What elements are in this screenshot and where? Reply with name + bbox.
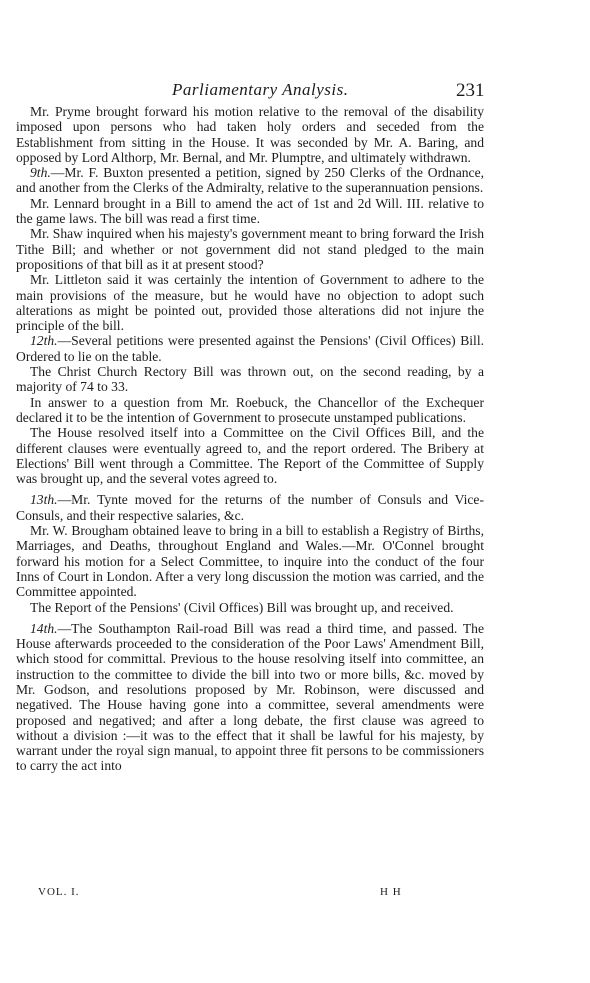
paragraph (16, 492, 484, 523)
paragraph-text: —Mr. F. Buxton presented a petition, signed by 250 Clerks of the Ordnance, and another from the Clerks of the Admiralty, relative to the superannuation pensions. (16, 165, 484, 196)
signature-mark: H H (380, 886, 402, 898)
paragraph-text: The Report of the Pensions' (Civil Offices) Bill was brought up, and received. (30, 599, 454, 615)
paragraph-text: —The Southampton Rail-road Bill was read a third time, and passed. The House afterwards proceeded to the consideration of the Poor Laws' Amendment Bill, which stood for committal. Previous to the house resolving itself into committee, an instruction to the committee to divide the bill into two or more bills, &c. moved by Mr. Godson, and resolutions proposed by Mr. Robinson, were discussed and negatived. The House having gone into a committee, several amendments were proposed and negatived; and after a long debate, the first clause was agreed to without a division :—it was to the effect that it shall be lawful for his majesty, by warrant under the royal sign manual, to appoint three fit persons to be commissioners to carry the act into (16, 620, 484, 774)
paragraph (16, 395, 484, 426)
paragraph (16, 621, 484, 774)
paragraph (16, 333, 484, 364)
paragraph (16, 104, 484, 165)
date-label: 9th. (30, 165, 51, 181)
date-label: 12th. (30, 333, 58, 349)
paragraph-text: —Mr. Tynte moved for the returns of the number of Consuls and Vice-Consuls, and their respective salaries, &c. (16, 492, 484, 523)
paragraph (16, 523, 484, 599)
paragraph (16, 272, 484, 333)
paragraph-text: In answer to a question from Mr. Roebuck, the Chancellor of the Exchequer declared it to be the intention of Government to prosecute unstamped publications. (16, 394, 484, 425)
paragraph-text: —Several petitions were presented against the Pensions' (Civil Offices) Bill. Ordered to lie on the table. (16, 333, 484, 364)
paragraph (16, 165, 484, 196)
paragraph-text: The House resolved itself into a Committee on the Civil Offices Bill, and the different clauses were eventually agreed to, and the report ordered. The Bribery at Elections' Bill went through a Committee. The Report of the Committee of Supply was brought up, and the several votes agreed to. (16, 425, 484, 487)
paragraph (16, 425, 484, 486)
page-header (0, 80, 590, 104)
page-number: 231 (456, 80, 485, 101)
paragraph-text: Mr. Lennard brought in a Bill to amend the act of 1st and 2d Will. III. relative to the game laws. The bill was read a first time. (16, 195, 484, 227)
paragraph-text: Mr. Shaw inquired when his majesty's government meant to bring forward the Irish Tithe Bill; and whether or not government did not stand pledged to the main propositions of that bill as it at present stood? (16, 226, 484, 272)
paragraph-text: The Christ Church Rectory Bill was thrown out, on the second reading, by a majority of 74 to 33. (16, 364, 484, 395)
running-title: Parliamentary Analysis. (172, 80, 349, 99)
paragraph (16, 226, 484, 272)
page-footer (0, 886, 590, 902)
paragraph-text: Mr. Littleton said it was certainly the intention of Government to adhere to the main provisions of the measure, but he would have no objection to adopt such alterations as might be pointed out, provided those alterations did not injure the principle of the bill. (16, 272, 484, 334)
paragraph-text: Mr. Pryme brought forward his motion relative to the removal of the disability imposed upon persons who had taken holy orders and seceded from the Establishment from sitting in the House. It was seconded by Mr. A. Baring, and opposed by Lord Althorp, Mr. Bernal, and Mr. Plumptre, and ultimately withdrawn. (16, 104, 484, 165)
body-text (16, 104, 484, 774)
paragraph-text: Mr. W. Brougham obtained leave to bring in a bill to establish a Registry of Births, Marriages, and Deaths, throughout England and Wales.—Mr. O'Connel brought forward his motion for a Select Committee, to inquire into the conduct of the four Inns of Court in London. After a very long discussion the motion was carried, and the Committee appointed. (16, 523, 484, 600)
volume-label: VOL. I. (38, 886, 80, 898)
paragraph (16, 196, 484, 227)
paragraph (16, 600, 484, 615)
date-label: 13th. (30, 492, 58, 508)
paragraph (16, 364, 484, 395)
date-label: 14th. (30, 620, 58, 636)
